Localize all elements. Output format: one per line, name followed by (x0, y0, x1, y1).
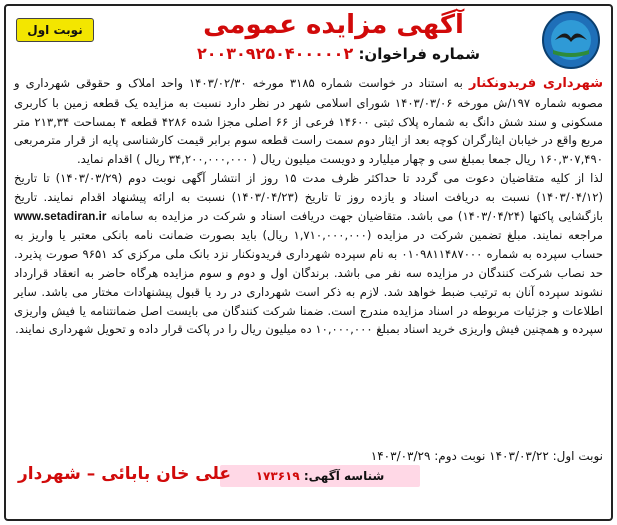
mayor-signature: علی خان بابائی – شهردار (18, 464, 232, 484)
first-insertion-badge: نوبت اول (16, 18, 94, 42)
bird-emblem-icon (541, 10, 601, 70)
call-number-line (150, 42, 527, 66)
notice-body (14, 74, 603, 339)
insertion-dates: نوبت اول: ۱۴۰۳/۰۳/۲۲ نوبت دوم: ۱۴۰۳/۰۳/۲۹ (370, 449, 603, 463)
call-number-label: شماره فراخوان: (358, 45, 481, 63)
ad-id-box (220, 465, 420, 487)
paragraph-2 (14, 169, 603, 339)
municipality-name: شهرداری فریدونکنار (468, 76, 603, 91)
paragraph-1-text: به استناد در خواست شماره ۳۱۸۵ مورخه ۱۴۰۳/۰۲/۳۰ واحد املاک و حقوقی شهرداری و مصوبه شماره ۱۹۷/ش مورخه ۱۴۰۳/۰۳/۰۶ شورای اسلامی شهر در نظر دارد نسبت به مزایده یک قطعه زمین با کاربری مسکونی و سند شش دانگ به شماره پلاک ثبتی ۱۴۶۰۰ فرعی از ۶۶ اصلی مجزا شده ۴۲۸۶ قطعه ۴ بمساحت ۲۱۳,۳۴ متر مربع واقع در خیابان ایثارگران کوچه بعد از ایثار دوم سمت راست قطعه سوم برابر قیمت کارشناسی پایه از قرار مترمربعی ۱۶۰,۳۰۷,۴۹۰ ریال جمعا بمبلغ سی و چهار میلیارد و دویست میلیون ریال ( ۳۴,۲۰۰,۰۰۰,۰۰۰ ریال ) اقدام نماید. (14, 76, 603, 167)
notice-footer (10, 443, 607, 519)
call-number: ۲۰۰۳۰۹۲۵۰۴۰۰۰۰۰۲ (196, 44, 354, 63)
notice-header (10, 8, 607, 72)
paragraph-2b-text: مراجعه نمایند. مبلغ تضمین شرکت در مزایده (۱,۷۱۰,۰۰۰,۰۰۰ ریال) باید بصورت ضمانت نامه بانکی معتبر یا واریز به حساب سپرده به شماره ۰۱۰۹۸۱۱۴۸۷۰۰۰ به نام سپرده شهرداری فریدونکنار نزد بانک ملی مرکزی کد ۹۶۵۱ صورت پذیرد. حد نصاب شرکت کنندگان در مزایده سه نفر می باشد. برندگان اول و دوم و سوم مزایده هرگاه حاضر به انعقاد قرارداد نشوند سپرده آنان به ترتیب ضبط خواهد شد. لازم به ذکر است شهرداری در رد یا قبول پیشنهادات مختار می باشد. سایر اطلاعات و جزئیات مربوطه در اسناد مزایده مندرج است. ضمنا شرکت کنندگان می بایست اصل ضمانتنامه یا فیش واریزی سپرده و همچنین فیش واریزی خرید اسناد بمبلغ ۱۰,۰۰۰,۰۰۰ ده میلیون ریال را در پاکت قرار داده و تحویل شهرداری نمایند. (14, 228, 603, 337)
notice-title: آگهی مزایده عمومی (203, 10, 464, 40)
paragraph-2a-text: لذا از کلیه متقاضیان دعوت می گردد تا حداکثر ظرف مدت ۱۵ روز از انتشار آگهی نوبت دوم (۱۴۰۳/۰۳/۲۹) تا تاریخ (۱۴۰۳/۰۴/۱۲) نسبت به دریافت اسناد و یازده روز تا تاریخ (۱۴۰۳/۰۴/۲۳) نسبت به ارائه پیشنهاد اقدام نمایند. تاریخ بازگشایی پاکتها (۱۴۰۳/۰۴/۲۴) می باشد. متقاضیان جهت دریافت اسناد و شرکت در مزایده به سامانه (14, 170, 603, 223)
ad-id-label: شناسه آگهی: (303, 469, 385, 483)
ad-id-number: ۱۷۳۶۱۹ (255, 469, 300, 483)
setad-website-link[interactable]: www.setadiran.ir (14, 209, 107, 223)
paragraph-1 (14, 74, 603, 169)
